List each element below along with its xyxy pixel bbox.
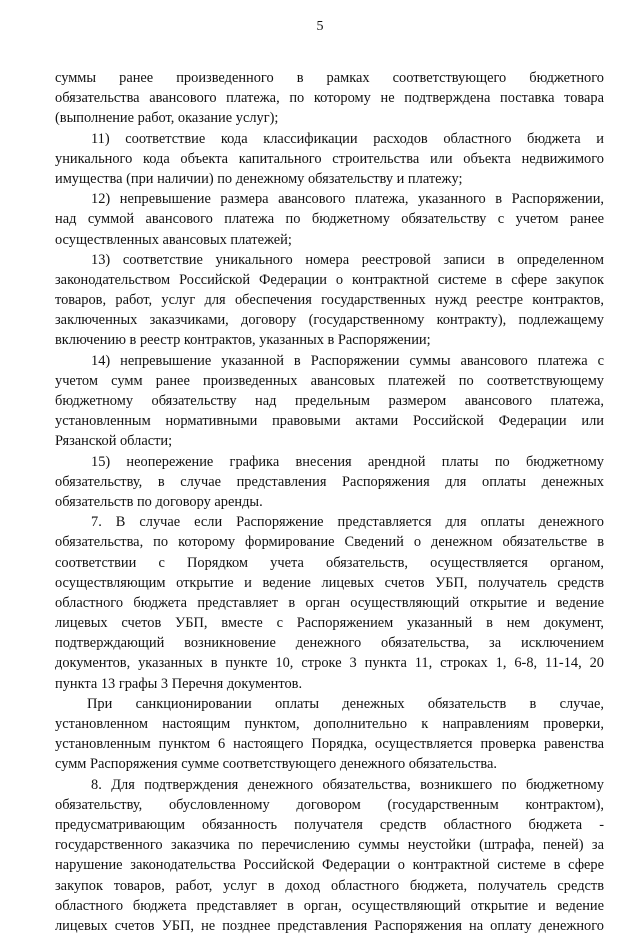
text-line: 15) неопережение графика внесения арендной платы по бюджетному	[91, 453, 604, 470]
text-line: осуществленных авансовых платежей;	[55, 231, 292, 248]
text-line: При санкционировании оплаты денежных обязательств в случае,	[87, 695, 604, 712]
text-line: бюджетному обязательству над предельным размером авансового платежа,	[55, 393, 604, 409]
text-line: суммы ранее произведенного в рамках соответствующего бюджетного	[55, 70, 604, 86]
text-line: областного бюджета представляет в орган осуществляющий открытие и ведение	[55, 594, 604, 611]
text-line: 7. В случае если Распоряжение представляется для оплаты денежного	[91, 514, 604, 531]
text-line: лицевых счетов УБП, вместе с Распоряжением указанный в нем документ,	[55, 615, 604, 632]
text-line: установленном настоящим пунктом, дополнительно к направлениям проверки,	[55, 716, 604, 732]
text-line: уникального кода объекта капитального строительства или объекта недвижимого	[55, 150, 604, 167]
text-line: лицевых счетов УБП, не позднее представления Распоряжения на оплату денежного	[55, 917, 604, 934]
page-number: 5	[316, 19, 324, 34]
text-line: обязательства авансового платежа, по которому не подтверждена поставка товара	[55, 90, 604, 107]
text-line: 13) соответствие уникального номера реестровой записи в определенном	[91, 251, 604, 268]
text-line: нарушение законодательства Российской Федерации о контрактной системе в сфере	[55, 857, 604, 874]
text-line: осуществляющим открытие и ведение лицевых счетов УБП, получатель средств	[55, 574, 604, 591]
text-line: документов, указанных в пункте 10, строке 3 пункта 11, строках 1, 6-8, 11-14, 20	[55, 655, 604, 672]
text-line: товаров, работ, услуг для обеспечения государственных нужд реестре контрактов,	[55, 292, 604, 309]
text-line: над суммой авансового платежа по бюджетному обязательству с учетом ранее	[55, 211, 604, 228]
text-line: предусматривающим обязанность получателя средств областного бюджета -	[55, 816, 604, 833]
text-line: включению в реестр контрактов, указанных в Распоряжении;	[55, 332, 431, 349]
text-line: учетом сумм ранее произведенных авансовых платежей по соответствующему	[55, 372, 604, 389]
text-line: имущества (при наличии) по денежному обязательству и платежу;	[55, 170, 463, 187]
text-line: областного бюджета представляет в орган, осуществляющий открытие и ведение	[55, 897, 604, 914]
text-line: закупок товаров, работ, услуг в доход областного бюджета, получатель средств	[55, 877, 604, 894]
text-line: государственного заказчика по перечислению суммы неустойки (штрафа, пеней) за	[55, 837, 604, 854]
text-line: заключенных заказчиками, договору (государственному контракту), подлежащему	[55, 312, 604, 329]
text-line: законодательством Российской Федерации о контрактной системе в сфере закупок	[55, 271, 604, 288]
text-line: обязательству, в случае представления Распоряжения для оплаты денежных	[55, 473, 604, 490]
text-line: установленным пунктом 6 настоящего Порядка, осуществляется проверка равенства	[55, 736, 604, 753]
text-line: 8. Для подтверждения денежного обязательства, возникшего по бюджетному	[91, 776, 604, 793]
body-text	[55, 68, 604, 936]
text-line: 11) соответствие кода классификации расходов областного бюджета и	[91, 130, 604, 147]
text-line: установленным нормативными правовыми актами Российской Федерации или	[55, 413, 604, 430]
text-line: обязательства, по которому формирование Сведений о денежном обязательстве в	[55, 534, 604, 551]
text-line: пункта 13 графы 3 Перечня документов.	[55, 675, 303, 692]
text-line: Рязанской области;	[55, 433, 173, 450]
text-line: подтверждающий возникновение денежного обязательства, за исключением	[55, 635, 604, 652]
text-line: сумм Распоряжения сумме соответствующего денежного обязательства.	[55, 756, 497, 773]
text-line: обязательств по договору аренды.	[55, 493, 263, 510]
text-line: соответствии с Порядком учета обязательств, осуществляется органом,	[55, 554, 604, 571]
text-line: (выполнение работ, оказание услуг);	[55, 110, 279, 127]
text-line: обязательству, обусловленному договором (государственным контрактом),	[55, 796, 604, 813]
text-line: 12) непревышение размера авансового платежа, указанного в Распоряжении,	[91, 191, 604, 208]
text-line: 14) непревышение указанной в Распоряжении суммы авансового платежа с	[91, 352, 604, 369]
